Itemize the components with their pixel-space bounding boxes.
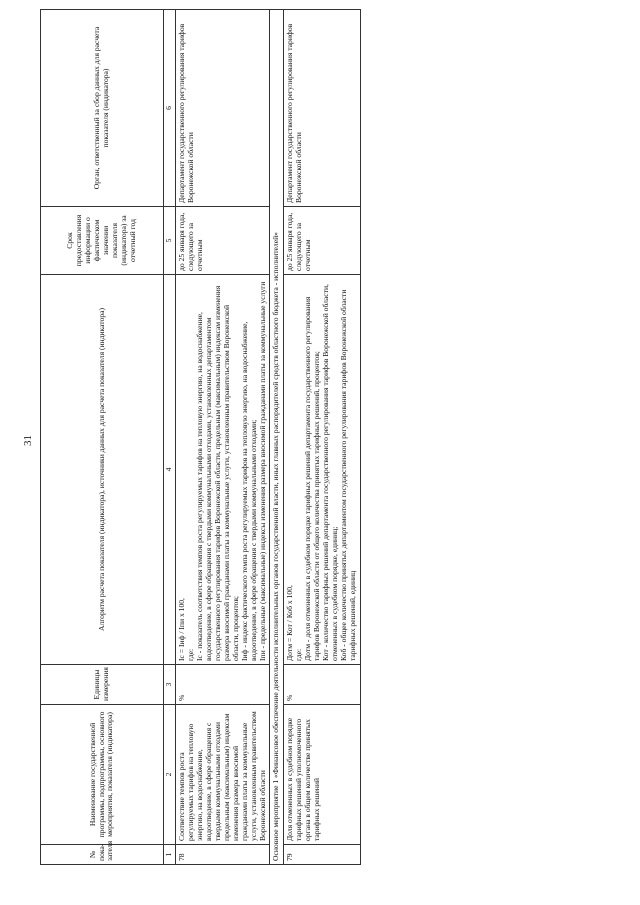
header-col6: Орган, ответственный за сбор данных для расчета показателя (индикатора) bbox=[41, 10, 164, 207]
definition: Iс - показатель соответствия темпов роста регулируемых тарифов на тепловую энергию, на водоснабжение, водоотведение, в сфере обращения с твердыми коммунальными отходами, установленных департаментом государственного регулирования тарифов Воронежской области, предельным (максимальным) индексам изменения размера вносимой гражданами платы за коммунальные услуги, установленным правительством Воронежской области, процентов; bbox=[194, 285, 240, 661]
algorithm bbox=[175, 275, 270, 665]
formula: Дотм = Кот / Коб x 100, bbox=[285, 585, 295, 661]
row-number: 79 bbox=[284, 845, 361, 865]
col-number: 2 bbox=[164, 705, 176, 845]
formula: Iс = Iиф / Iпи x 100, bbox=[176, 598, 186, 661]
header-row bbox=[41, 10, 164, 865]
indicator-name: Доля отмененных в судебном порядке тарифных решений уполномоченного органа в общем количестве принятых тарифных решений bbox=[284, 705, 361, 845]
col-number: 1 bbox=[164, 845, 176, 865]
header-col5: Срок предоставления информации о фактическом значении показателя (индикатора) за отчетный год bbox=[41, 207, 164, 275]
definition: Коб - общее количество принятых департаментом государственного регулирования тарифов Воронежской области тарифных решений, единиц bbox=[339, 289, 358, 661]
header-col3: Единицы измерения bbox=[41, 665, 164, 705]
section-row bbox=[270, 10, 284, 865]
table-row bbox=[175, 10, 270, 865]
deadline: до 25 января года, следующего за отчетным bbox=[175, 207, 270, 275]
where-label: где: bbox=[185, 648, 195, 661]
deadline: до 25 января года, следующего за отчетным bbox=[284, 207, 361, 275]
page-number: 31 bbox=[22, 435, 34, 446]
rotated-table-container bbox=[40, 10, 625, 865]
where-label: где: bbox=[294, 648, 304, 661]
definition: Iиф - индекс фактического темпа роста регулируемых тарифов на тепловую энергию, на водоснабжение, водоотведение, в сфере обращения с твердыми коммунальными отходами; bbox=[239, 321, 258, 661]
header-col1: № пока-зателя bbox=[41, 845, 164, 865]
responsible-organ: Департамент государственного регулирования тарифов Воронежской области bbox=[175, 10, 270, 207]
header-col2: Наименование государственной программы, подпрограммы, основного мероприятия, показателя (индикатора) bbox=[41, 705, 164, 845]
col-number: 4 bbox=[164, 275, 176, 665]
algorithm bbox=[284, 275, 361, 665]
column-numbers-row bbox=[164, 10, 176, 865]
definition: Кот - количество тарифных решений департамента государственного регулирования тарифов Воронежской области, отмененных в судебном порядке, единиц; bbox=[321, 284, 340, 661]
definition: Iпи - предельные (максимальные) индексы изменения размера вносимой гражданами платы за коммунальные услуги bbox=[257, 281, 267, 661]
col-number: 3 bbox=[164, 665, 176, 705]
unit: % bbox=[284, 665, 361, 705]
indicator-name: Соответствие темпов роста регулируемых тарифов на тепловую энергию, на водоснабжение, водоотведение, в сфере обращения с твердыми коммунальными отходами предельным (максимальным) индексам изменения размера вносимой гражданами платы за коммунальные услуги, установленным правительством Воронежской области bbox=[175, 705, 270, 845]
indicators-table bbox=[40, 9, 361, 865]
row-number: 78 bbox=[175, 845, 270, 865]
col-number: 5 bbox=[164, 207, 176, 275]
definition: Дотм - доля отмененных в судебном порядке тарифных решений департамента государственного регулирования тарифов Воронежской области от общего количества принятых тарифных решений, процентов; bbox=[303, 296, 322, 661]
unit: % bbox=[175, 665, 270, 705]
table-row bbox=[284, 10, 361, 865]
section-title: Основное мероприятие 1 «Финансовое обеспечение деятельности исполнительных органов государственной власти, иных главных распорядителей средств областного бюджета - исполнителей» bbox=[270, 10, 284, 865]
responsible-organ: Департамент государственного регулирования тарифов Воронежской области bbox=[284, 10, 361, 207]
col-number: 6 bbox=[164, 10, 176, 207]
header-col4: Алгоритм расчета показателя (индикатора), источники данных для расчета показателя (индикатора) bbox=[41, 275, 164, 665]
